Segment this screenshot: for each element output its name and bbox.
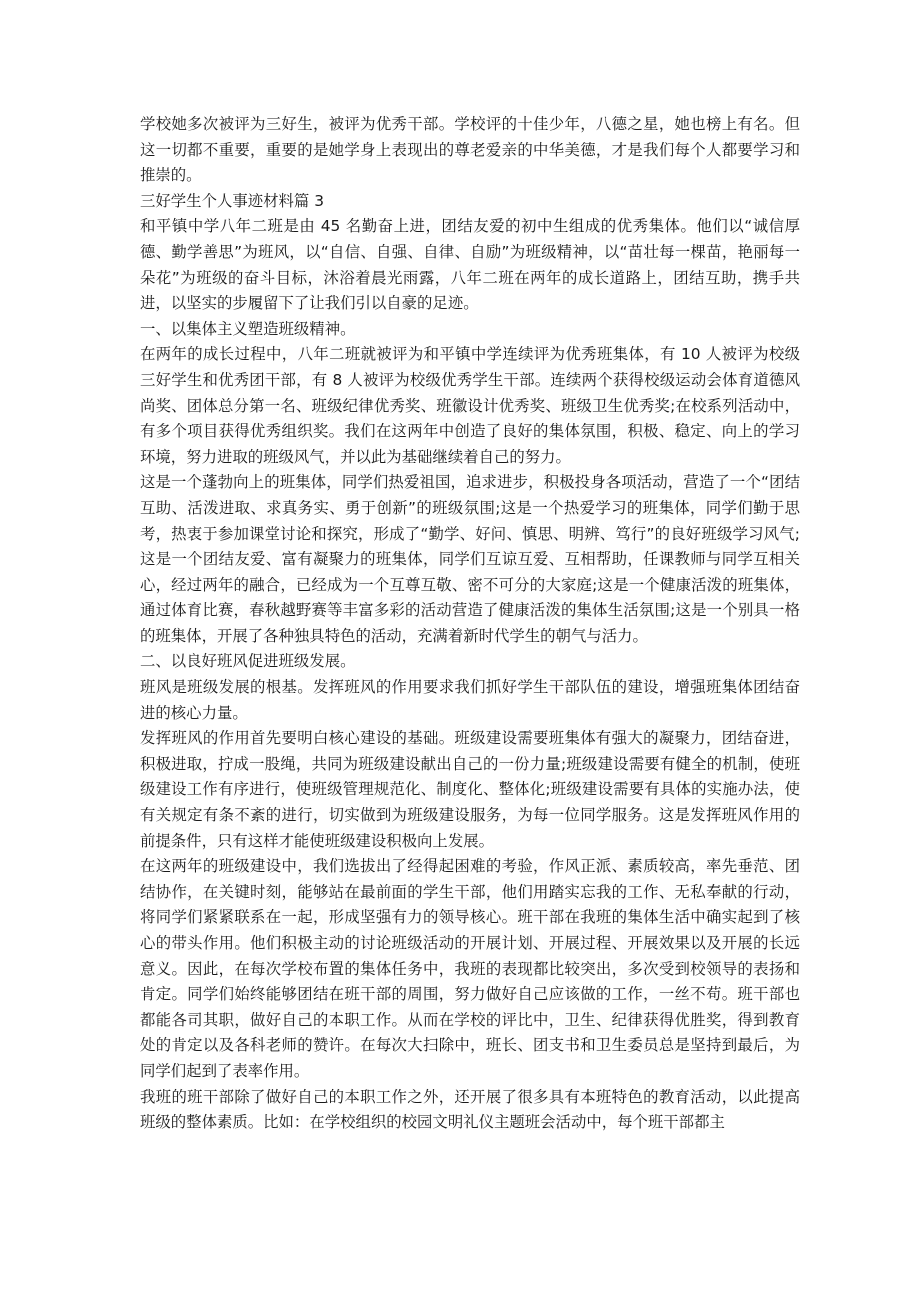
paragraph-class-introduction: 和平镇中学八年二班是由 45 名勤奋上进，团结友爱的初中生组成的优秀集体。他们以“诚信厚德、勤学善思”为班风，以“自信、自强、自律、自励”为班级精神，以“苗壮每一棵苗，艳丽每一朵花”为班级的奋斗目标，沐浴着晨光雨露，八年二班在两年的成长道路上，团结互助，携手共进，以坚实的步履留下了让我们引以自豪的足迹。 bbox=[140, 217, 800, 313]
paragraph-core-construction: 发挥班风的作用首先要明白核心建设的基础。班级建设需要班集体有强大的凝聚力，团结奋进，积极进取，拧成一股绳，共同为班级建设献出自己的一份力量;班级建设需要有健全的机制，使班级建设工作有序进行，使班级管理规范化、制度化、整体化;班级建设需要有具体的实施办法，使有关规定有条不紊的进行，切实做到为班级建设服务，为每一位同学服务。这是发挥班风作用的前提条件，只有这样才能使班级建设积极向上发展。 bbox=[140, 729, 800, 850]
paragraph-student-leaders: 在这两年的班级建设中，我们选拔出了经得起困难的考验，作风正派、素质较高，率先垂范、团结协作，在关键时刻，能够站在最前面的学生干部，他们用踏实忘我的工作、无私奉献的行动，将同学们紧紧联系在一起，形成坚强有力的领导核心。班干部在我班的集体生活中确实起到了核心的带头作用。他们积极主动的讨论班级活动的开展计划、开展过程、开展效果以及开展的长远意义。因此，在每次学校布置的集体任务中，我班的表现都比较突出，多次受到校领导的表扬和肯定。同学们始终能够团结在班干部的周围，努力做好自己应该做的工作，一丝不苟。班干部也都能各司其职，做好自己的本职工作。从而在学校的评比中，卫生、纪律获得优胜奖，得到教育处的肯定以及各科老师的赞许。在每次大扫除中，班长、团支书和卫生委员总是坚持到最后，为同学们起到了表率作用。 bbox=[140, 857, 800, 1080]
subheading-collective-spirit: 一、以集体主义塑造班级精神。 bbox=[140, 319, 356, 338]
paragraph-special-activities: 我班的班干部除了做好自己的本职工作之外，还开展了很多具有本班特色的教育活动，以此提高班级的整体素质。比如：在学校组织的校园文明礼仪主题班会活动中，每个班干部都主 bbox=[140, 1087, 800, 1132]
paragraph-class-qualities: 这是一个蓬勃向上的班集体，同学们热爱祖国，追求进步，积极投身各项活动，营造了一个“团结互助、活泼进取、求真务实、勇于创新”的班级氛围;这是一个热爱学习的班集体，同学们勤于思考，热衷于参加课堂讨论和探究，形成了“勤学、好问、慎思、明辨、笃行”的良好班级学习风气;这是一个团结友爱、富有凝聚力的班集体，同学们互谅互爱、互相帮助，任课教师与同学互相关心，经过两年的融合，已经成为一个互尊互敬、密不可分的大家庭;这是一个健康活泼的班集体，通过体育比赛，春秋越野赛等丰富多彩的活动营造了健康活泼的集体生活氛围;这是一个别具一格的班集体，开展了各种独具特色的活动，充满着新时代学生的朝气与活力。 bbox=[140, 473, 800, 645]
paragraph-intro-continuation: 学校她多次被评为三好生，被评为优秀干部。学校评的十佳少年，八德之星，她也榜上有名。但这一切都不重要，重要的是她学身上表现出的尊老爱亲的中华美德，才是我们每个人都要学习和推崇的。 bbox=[140, 115, 800, 185]
paragraph-class-style-foundation: 班风是班级发展的根基。发挥班风的作用要求我们抓好学生干部队伍的建设，增强班集体团结奋进的核心力量。 bbox=[140, 678, 800, 722]
section-title: 三好学生个人事迹材料篇 3 bbox=[140, 191, 324, 210]
subheading-class-style: 二、以良好班风促进班级发展。 bbox=[140, 652, 356, 671]
paragraph-awards: 在两年的成长过程中，八年二班就被评为和平镇中学连续评为优秀班集体，有 10 人被评为校级三好学生和优秀团干部，有 8 人被评为校级优秀学生干部。连续两个获得校级运动会体育道德风尚奖、团体总分第一名、班级纪律优秀奖、班徽设计优秀奖、班级卫生优秀奖;在校系列活动中，有多个项目获得优秀组织奖。我们在这两年中创造了良好的集体氛围，积极、稳定、向上的学习环境，努力进取的班级风气，并以此为基础继续着自己的努力。 bbox=[140, 345, 800, 466]
document-page bbox=[140, 112, 800, 1136]
